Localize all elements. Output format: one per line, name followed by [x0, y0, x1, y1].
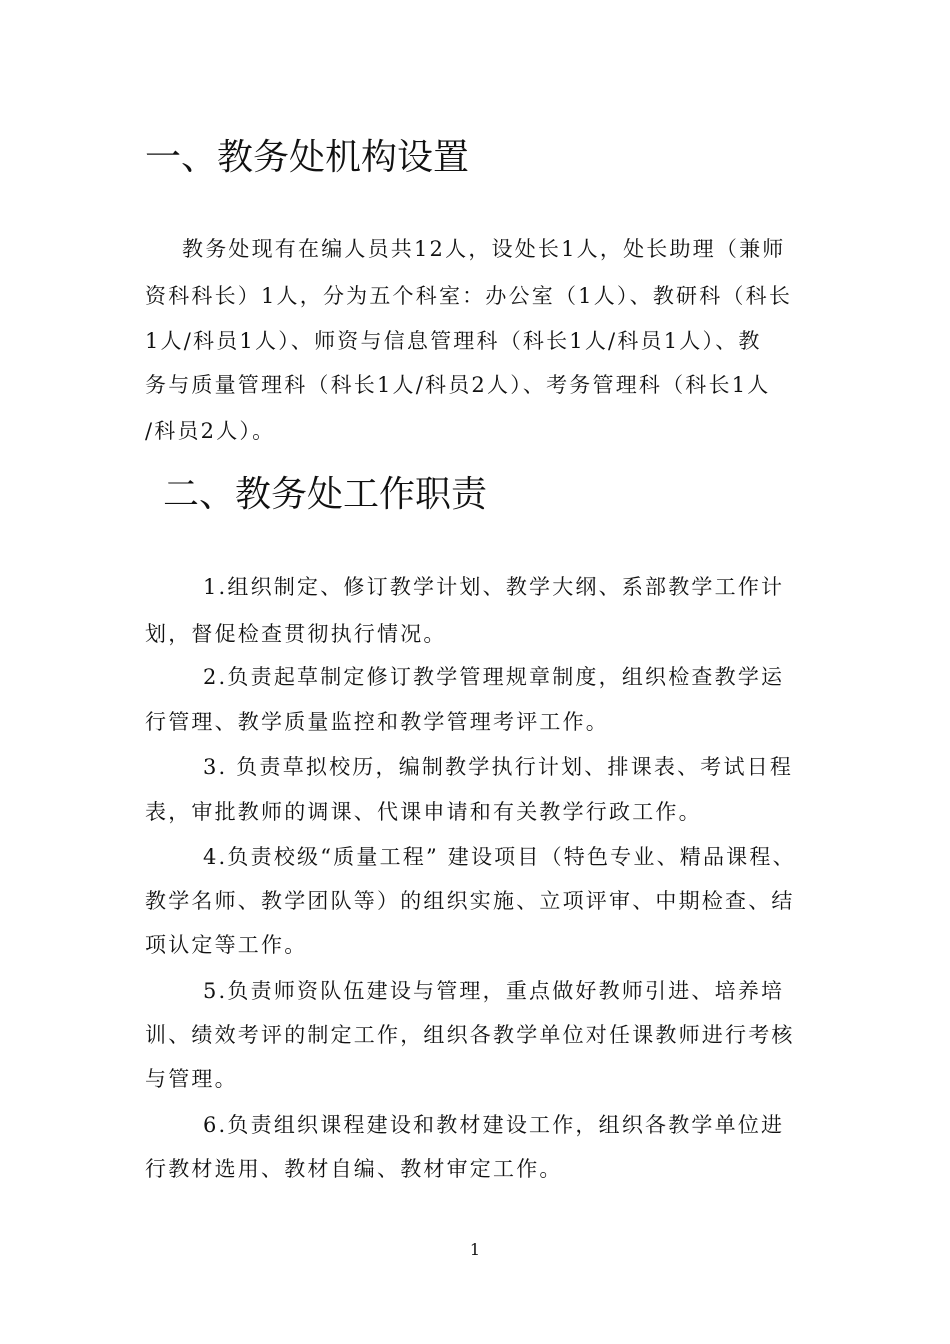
paragraph-line: 教务处现有在编人员共12人，设处长1人，处长助理（兼师: [182, 237, 786, 261]
duty-line: 行管理、教学质量监控和教学管理考评工作。: [145, 710, 609, 734]
paragraph-line: /科员2人）。: [145, 419, 276, 443]
paragraph-line: 资科科长）1人，分为五个科室：办公室（1人）、教研科（科长: [145, 284, 793, 308]
duty-line: 1.组织制定、修订教学计划、教学大纲、系部教学工作计: [203, 575, 785, 599]
duty-line: 6.负责组织课程建设和教材建设工作，组织各教学单位进: [203, 1113, 785, 1137]
duty-line: 2.负责起草制定修订教学管理规章制度，组织检查教学运: [203, 665, 785, 689]
section-heading-organization: 一、教务处机构设置: [145, 137, 470, 178]
duty-line: 训、绩效考评的制定工作，组织各教学单位对任课教师进行考核: [145, 1023, 795, 1047]
duty-line: 表，审批教师的调课、代课申请和有关教学行政工作。: [145, 800, 702, 824]
paragraph-line: 1人/科员1人）、师资与信息管理科（科长1人/科员1人）、教: [145, 329, 762, 353]
duty-line: 4.负责校级“质量工程” 建设项目（特色专业、精品课程、: [203, 845, 796, 869]
section-heading-duties: 二、教务处工作职责: [163, 474, 488, 515]
page-number: 1: [469, 1240, 481, 1259]
duty-line: 教学名师、教学团队等）的组织实施、立项评审、中期检查、结: [145, 889, 795, 913]
duty-line: 与管理。: [145, 1067, 238, 1091]
duty-line: 项认定等工作。: [145, 933, 308, 957]
duty-line: 5.负责师资队伍建设与管理，重点做好教师引进、培养培: [203, 979, 785, 1003]
duty-line: 划，督促检查贯彻执行情况。: [145, 622, 447, 646]
duty-line: 3. 负责草拟校历，编制教学执行计划、排课表、考试日程: [203, 755, 794, 779]
duty-line: 行教材选用、教材自编、教材审定工作。: [145, 1157, 563, 1181]
paragraph-line: 务与质量管理科（科长1人/科员2人）、考务管理科（科长1人: [145, 373, 771, 397]
